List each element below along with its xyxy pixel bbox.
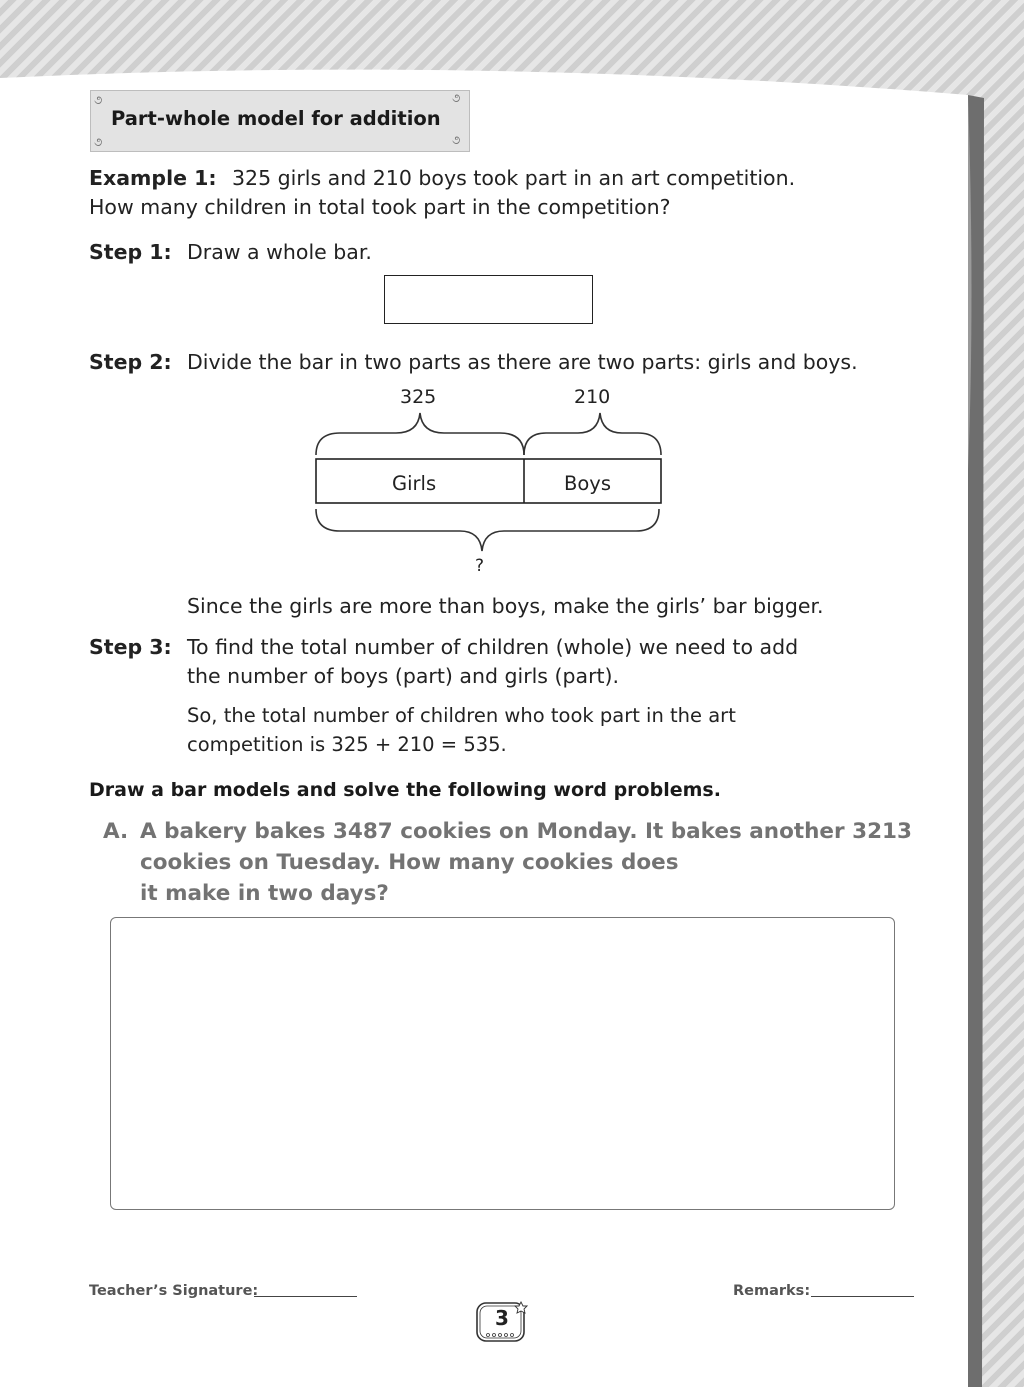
girls-brace	[316, 413, 524, 455]
curl-ornament-icon: ૭	[452, 133, 461, 147]
page-number: 3	[495, 1306, 509, 1330]
example-text-line2: How many children in total took part in the competition?	[89, 195, 671, 219]
bar-model-diagram	[300, 405, 680, 555]
question-line3: it make in two days?	[140, 881, 389, 906]
girls-label: Girls	[392, 472, 437, 495]
part2-value: 210	[574, 386, 611, 408]
signature-line[interactable]	[254, 1296, 357, 1297]
curl-ornament-icon: ૭	[94, 93, 103, 107]
question-letter: A.	[103, 819, 129, 844]
step1-text: Draw a whole bar.	[187, 240, 372, 264]
step2-note: Since the girls are more than boys, make the girls’ bar bigger.	[187, 594, 824, 618]
remarks-label: Remarks:	[733, 1283, 811, 1299]
part1-value: 325	[400, 386, 437, 408]
boys-label: Boys	[564, 472, 612, 495]
step3-line3: So, the total number of children who took part in the art	[187, 704, 736, 727]
step3-line2: the number of boys (part) and girls (part).	[187, 664, 620, 688]
instruction: Draw a bar models and solve the following word problems.	[89, 779, 721, 801]
step3-line1: To find the total number of children (whole) we need to add	[187, 635, 799, 659]
example-text-line1: 325 girls and 210 boys took part in an art competition.	[232, 166, 796, 190]
remarks-line[interactable]	[811, 1296, 914, 1297]
question-line1: A bakery bakes 3487 cookies on Monday. It bakes another 3213	[140, 819, 912, 844]
example-label: Example 1:	[89, 166, 217, 190]
step2-label: Step 2:	[89, 350, 172, 374]
curl-ornament-icon: ૭	[452, 91, 461, 105]
whole-unknown: ?	[475, 556, 485, 576]
teacher-signature-label: Teacher’s Signature:	[89, 1283, 259, 1299]
question-line2: cookies on Tuesday. How many cookies does	[140, 850, 679, 875]
answer-box[interactable]	[110, 917, 895, 1210]
whole-brace	[316, 509, 659, 551]
step1-label: Step 1:	[89, 240, 172, 264]
step3-line4: competition is 325 + 210 = 535.	[187, 733, 507, 756]
step2-text: Divide the bar in two parts as there are two parts: girls and boys.	[187, 350, 858, 374]
step3-label: Step 3:	[89, 635, 172, 659]
boys-brace	[524, 413, 661, 455]
whole-bar	[384, 275, 593, 324]
curl-ornament-icon: ૭	[94, 135, 103, 149]
section-heading: Part-whole model for addition	[111, 107, 441, 130]
